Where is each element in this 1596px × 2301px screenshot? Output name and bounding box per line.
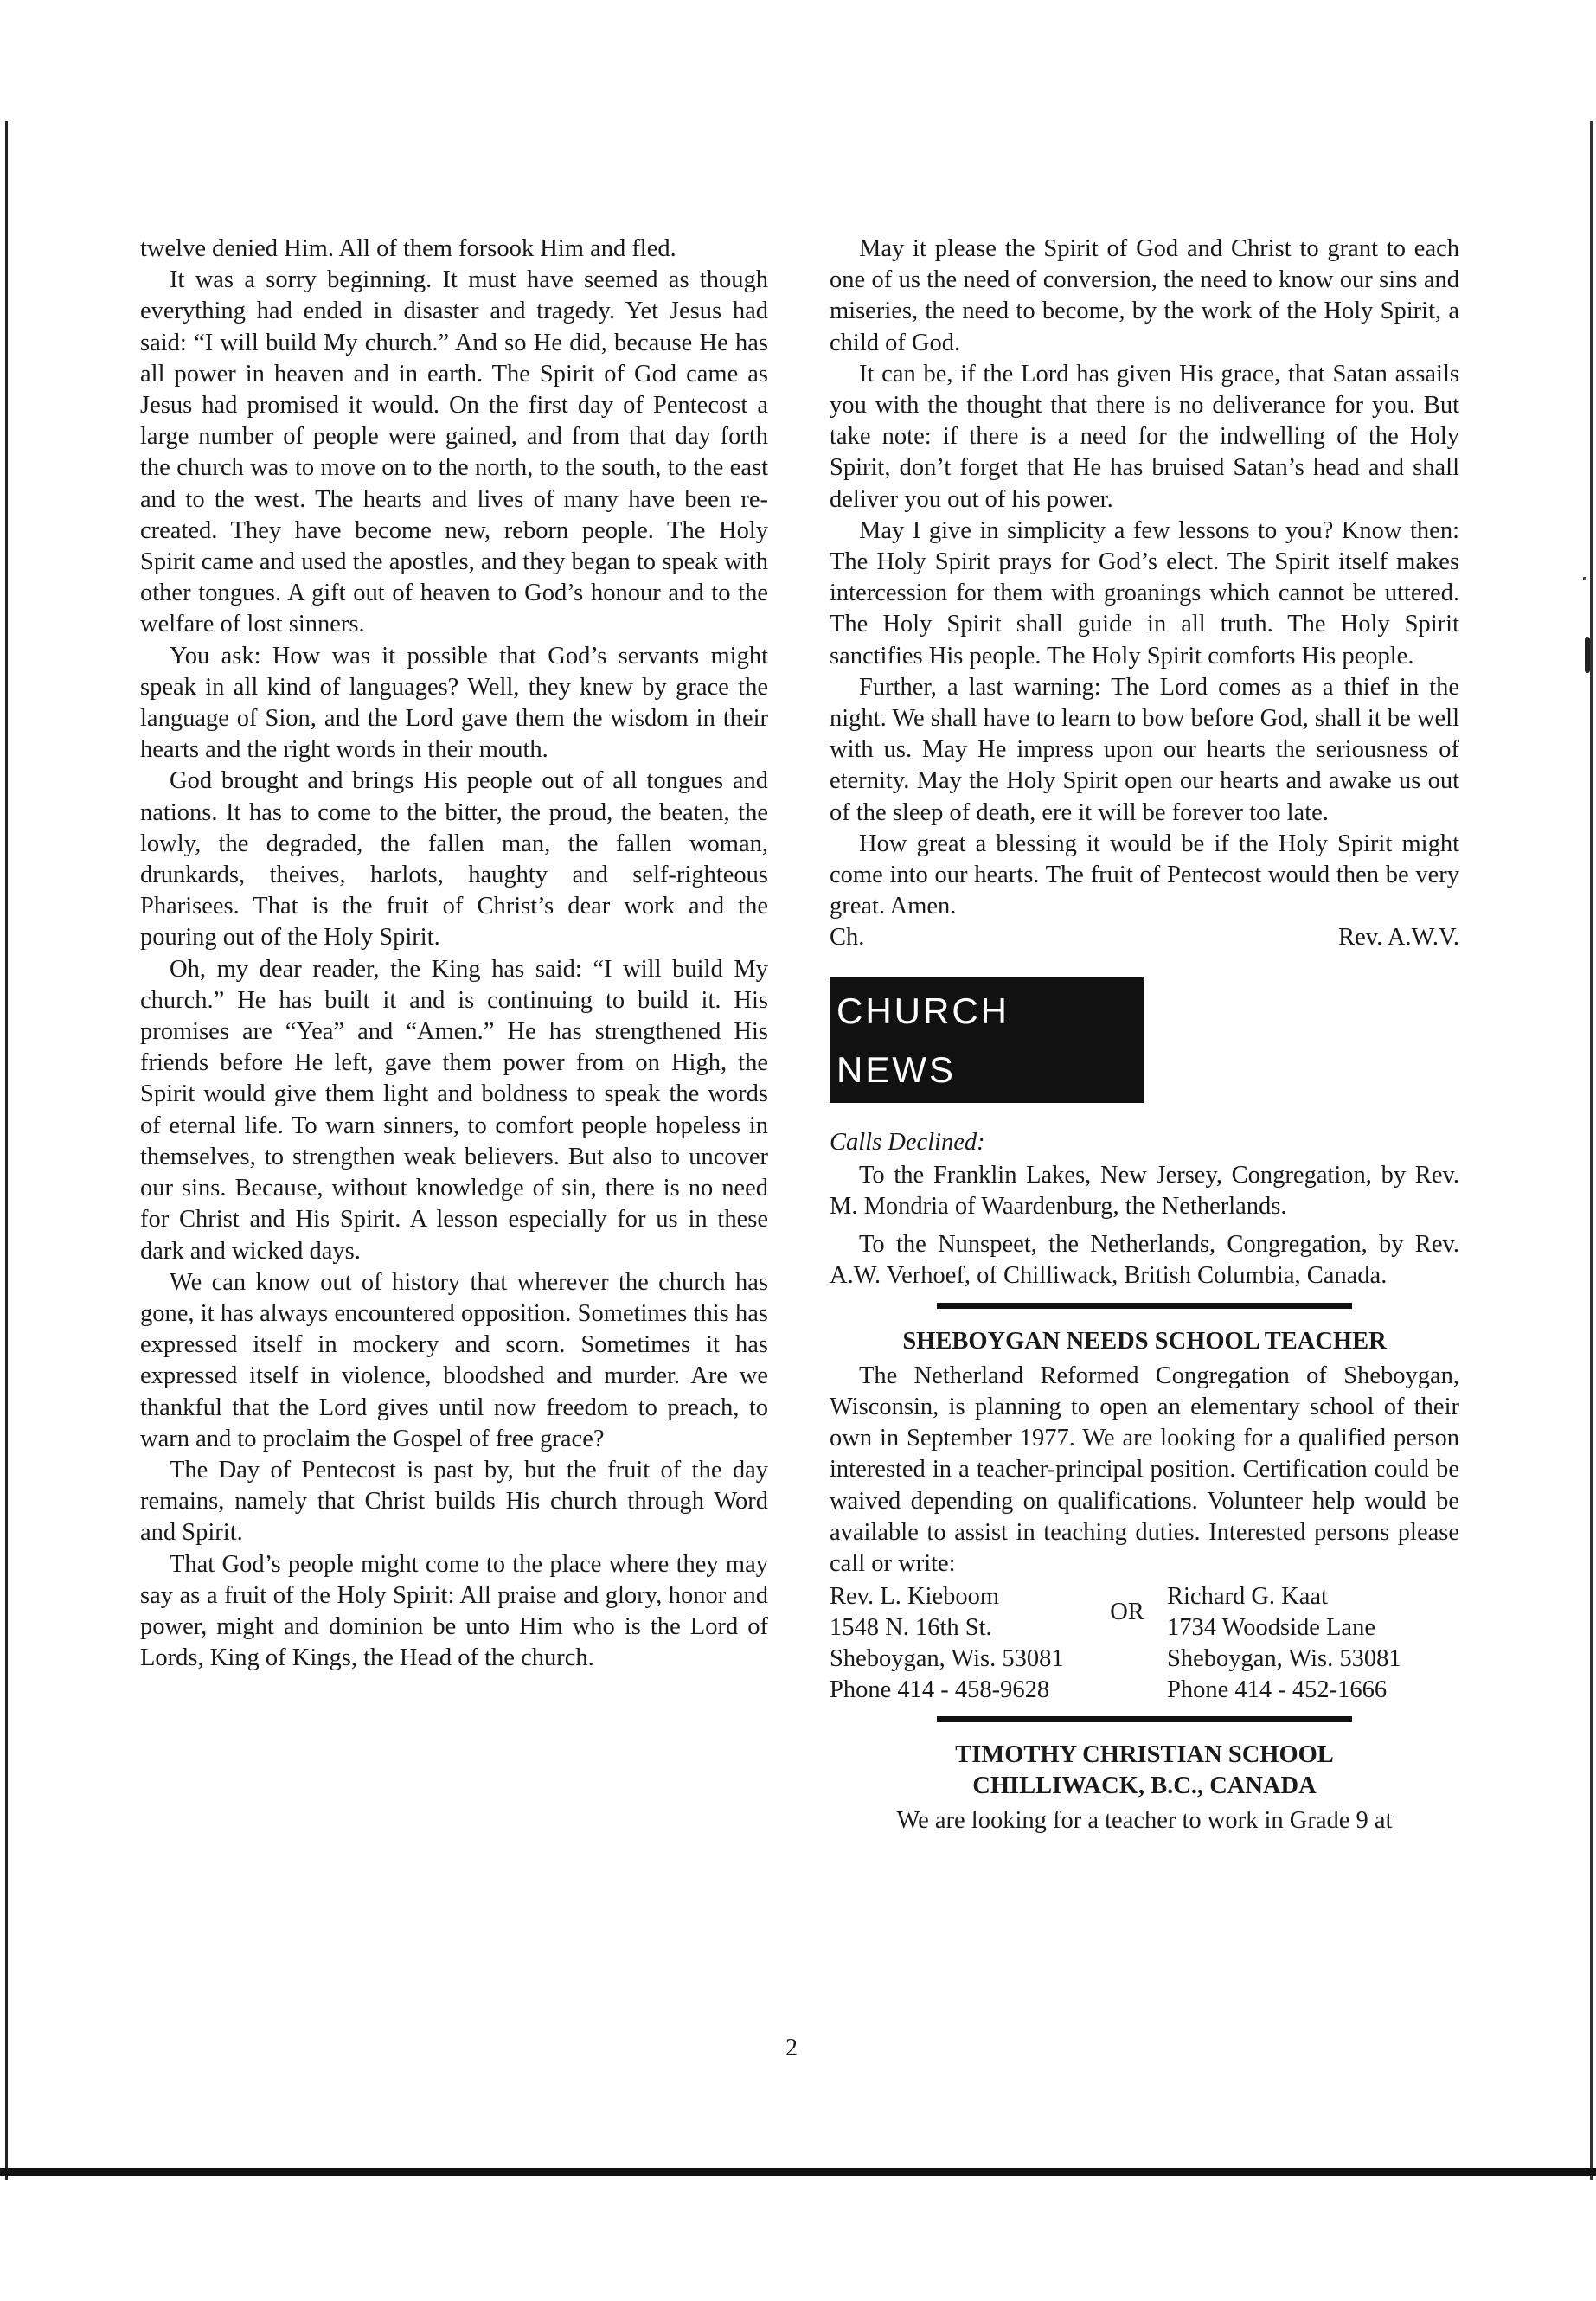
paragraph: God brought and brings His people out of all tongues and nations. It has to come to the bitter, the proud, the beaten, the lowly, the degraded, the fallen man, the fallen woman, drunkards, theives, harlots, haughty and self-righteous Pharisees. That is the fruit of Christ’s dear work and the pouring out of the Holy Spirit. bbox=[140, 767, 768, 952]
scan-mark bbox=[1585, 637, 1590, 673]
calls-declined-label: Calls Declined: bbox=[830, 1128, 985, 1156]
timothy-body: We are looking for a teacher to work in Grade 9 at bbox=[896, 1807, 1393, 1835]
page-edge-left bbox=[5, 121, 8, 2180]
paragraph: How great a blessing it would be if the Holy Spirit might come into our hearts. The fruit of Pentecost would then be very great. Amen. bbox=[830, 830, 1459, 920]
church-news-banner: CHURCH NEWS bbox=[830, 977, 1144, 1103]
paragraph: We can know out of history that wherever the church has gone, it has always encountered opposition. Sometimes this has expressed itself in mockery and scorn. Sometimes it has expressed itself in violence, bloodshed and murder. Are we thankful that the Lord gives until now freedom to preach, to warn and to proclaim the Gospel of free grace? bbox=[140, 1268, 768, 1452]
paragraph: twelve denied Him. All of them forsook Him and fled. bbox=[140, 235, 676, 262]
contact-line: Phone 414 - 452-1666 bbox=[1167, 1676, 1388, 1704]
or-separator: OR bbox=[1110, 1599, 1144, 1626]
timothy-heading-line2: CHILLIWACK, B.C., CANADA bbox=[972, 1772, 1317, 1800]
page-bottom-rule bbox=[0, 2168, 1596, 2176]
news-item: To the Nunspeet, the Netherlands, Congregation, by Rev. A.W. Verhoef, of Chilliwack, British Columbia, Canada. bbox=[830, 1231, 1459, 1290]
left-column bbox=[140, 234, 768, 1674]
contact-line: Rev. L. Kieboom bbox=[830, 1583, 1000, 1611]
signature-line bbox=[830, 922, 1459, 953]
signature-author: Rev. A.W.V. bbox=[1338, 924, 1459, 952]
contact-line: Richard G. Kaat bbox=[1167, 1583, 1328, 1611]
paragraph: You ask: How was it possible that God’s servants might speak in all kind of languages? Well, they knew by grace the language of Sion, and the Lord gave them the wisdom in their hearts and the right words in their mouth. bbox=[140, 642, 768, 764]
paragraph: It was a sorry beginning. It must have seemed as though everything had ended in disaster and tragedy. Yet Jesus had said: “I will build My church.” And so He did, because He has all power in heaven and in earth. The Spirit of God came as Jesus had promised it would. On the first day of Pentecost a large number of people were gained, and from that day forth the church was to move on to the north, to the south, to the east and to the west. The hearts and lives of many have been re-created. They have become new, reborn people. The Holy Spirit came and used the apostles, and they began to speak with other tongues. A gift out of heaven to God’s honour and to the welfare of lost sinners. bbox=[140, 266, 768, 638]
divider bbox=[937, 1303, 1352, 1309]
paragraph: Oh, my dear reader, the King has said: “I will build My church.” He has built it and is continuing to build it. His promises are “Yea” and “Amen.” He has strengthened His friends before He left, gave them power from on High, the Spirit would give them light and boldness to speak the words of eternal life. To warn sinners, to comfort people hopeless in themselves, to strengthen weak believers. But also to uncover our sins. Because, without knowledge of sin, there is no need for Christ and His Spirit. A lesson especially for us in these dark and wicked days. bbox=[140, 955, 768, 1265]
right-column bbox=[830, 234, 1459, 1836]
contact-line: Sheboygan, Wis. 53081 bbox=[830, 1645, 1064, 1673]
timothy-heading-line1: TIMOTHY CHRISTIAN SCHOOL bbox=[955, 1741, 1334, 1769]
paragraph: May it please the Spirit of God and Christ to grant to each one of us the need of conversion, the need to know our sins and miseries, the need to become, by the work of the Holy Spirit, a child of God. bbox=[830, 235, 1459, 356]
paragraph: Further, a last warning: The Lord comes as a thief in the night. We shall have to learn to bow before God, shall it be well with us. May He impress upon our hearts the seriousness of eternity. May the Holy Spirit open our hearts and awake us out of the sleep of death, ere it will be forever too late. bbox=[830, 673, 1459, 826]
paragraph: It can be, if the Lord has given His grace, that Satan assails you with the thought that there is no deliverance for you. But take note: if there is a need for the indwelling of the Holy Spirit, don’t forget that He has bruised Satan’s head and shall deliver you out of his power. bbox=[830, 360, 1459, 513]
news-item: To the Franklin Lakes, New Jersey, Congregation, by Rev. M. Mondria of Waardenburg, the Netherlands. bbox=[830, 1161, 1459, 1221]
scan-mark bbox=[1583, 577, 1586, 580]
paragraph: That God’s people might come to the place where they may say as a fruit of the Holy Spirit: All praise and glory, honor and power, might and dominion be unto Him who is the Lord of Lords, King of Kings, the Head of the church. bbox=[140, 1550, 768, 1672]
contact-line: 1734 Woodside Lane bbox=[1167, 1614, 1375, 1642]
sheboygan-body: The Netherland Reformed Congregation of Sheboygan, Wisconsin, is planning to open an elementary school of their own in September 1977. We are looking for a qualified person interested in a teacher-principal position. Certification could be waived depending on qualifications. Volunteer help would be available to assist in teaching duties. Interested persons please call or write: bbox=[830, 1362, 1459, 1577]
sheboygan-heading: SHEBOYGAN NEEDS SCHOOL TEACHER bbox=[902, 1327, 1387, 1355]
contact-line: 1548 N. 16th St. bbox=[830, 1614, 992, 1642]
contact-line: Phone 414 - 458-9628 bbox=[830, 1676, 1050, 1704]
contact-line: Sheboygan, Wis. 53081 bbox=[1167, 1645, 1401, 1673]
page-number: 2 bbox=[785, 2035, 798, 2061]
contact-kieboom bbox=[830, 1581, 1087, 1706]
page-edge-right bbox=[1590, 121, 1593, 2180]
contact-grid bbox=[830, 1581, 1459, 1706]
paragraph: The Day of Pentecost is past by, but the fruit of the day remains, namely that Christ builds His church through Word and Spirit. bbox=[140, 1456, 768, 1547]
paragraph: May I give in simplicity a few lessons to you? Know then: The Holy Spirit prays for God’s elect. The Spirit itself makes intercession for them with groanings which cannot be uttered. The Holy Spirit shall guide in all truth. The Holy Spirit sanctifies His people. The Holy Spirit comforts His people. bbox=[830, 516, 1459, 670]
signature-left: Ch. bbox=[830, 924, 865, 952]
contact-kaat bbox=[1167, 1581, 1459, 1706]
divider bbox=[937, 1716, 1352, 1722]
